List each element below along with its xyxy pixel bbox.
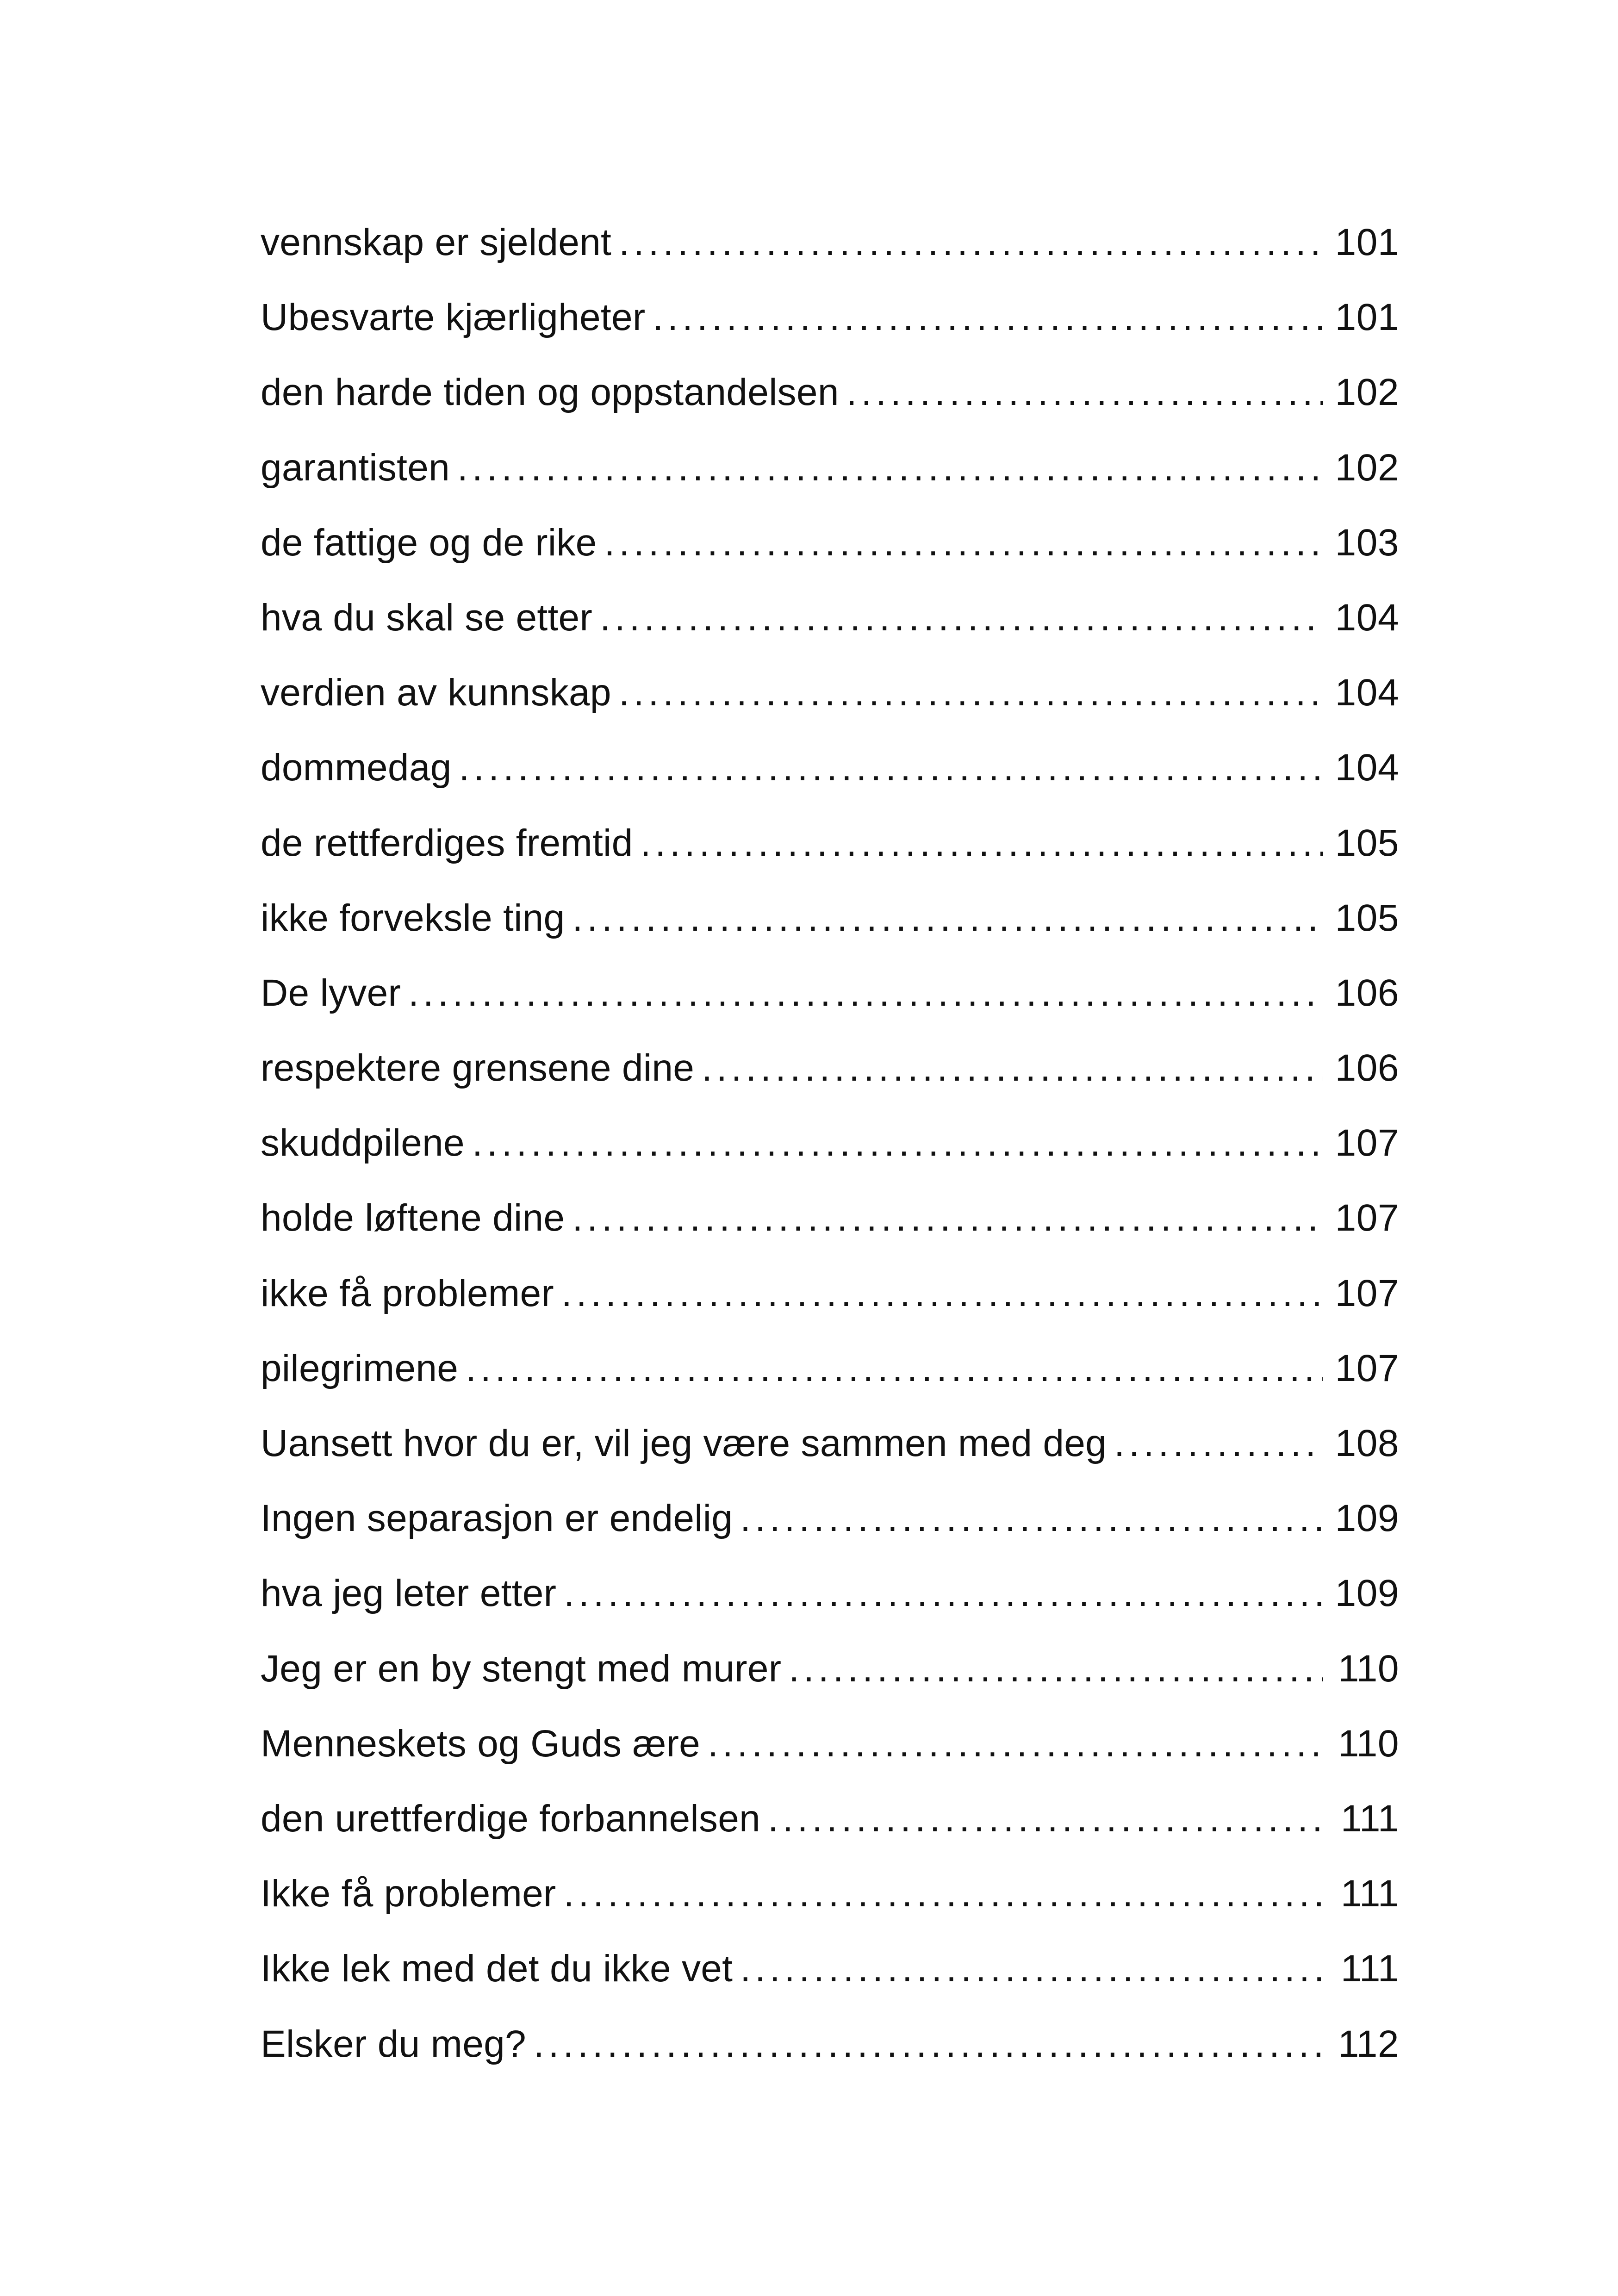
toc-entry[interactable] (261, 812, 1399, 887)
toc-entry-page: 107 (1335, 1197, 1399, 1239)
toc-entry-page: 105 (1335, 896, 1399, 939)
toc-dot-leader (572, 1187, 1323, 1249)
toc-dot-leader (768, 1787, 1323, 1850)
toc-entry-page: 103 (1335, 521, 1399, 564)
toc-entry-page: 111 (1340, 1873, 1399, 1915)
toc-entry[interactable] (261, 736, 1399, 811)
toc-entry-page: 101 (1335, 221, 1399, 263)
toc-entry-title: hva jeg leter etter (261, 1572, 557, 1615)
toc-entry[interactable] (261, 1862, 1399, 1937)
toc-entry-title: ikke forveksle ting (261, 896, 565, 939)
toc-entry-title: hva du skal se etter (261, 596, 593, 639)
toc-entry-page: 106 (1335, 971, 1399, 1014)
toc-entry-title: holde løftene dine (261, 1197, 565, 1239)
toc-entry-title: den harde tiden og oppstandelsen (261, 371, 839, 414)
toc-entry-title: ikke få problemer (261, 1272, 554, 1314)
toc-entry-page: 104 (1335, 672, 1399, 714)
toc-entry-title: skuddpilene (261, 1122, 465, 1164)
toc-entry-page: 101 (1335, 296, 1399, 339)
toc-entry[interactable] (261, 1787, 1399, 1862)
toc-entry-page: 107 (1335, 1272, 1399, 1314)
toc-dot-leader (600, 586, 1323, 649)
toc-dot-leader (640, 812, 1323, 874)
toc-entry-title: Ikke få problemer (261, 1873, 556, 1915)
toc-dot-leader (740, 1487, 1323, 1549)
toc-entry-page: 109 (1335, 1497, 1399, 1540)
toc-dot-leader (846, 361, 1323, 423)
toc-dot-leader (619, 211, 1323, 274)
toc-entry-title: Ingen separasjon er endelig (261, 1497, 733, 1540)
toc-entry-title: respektere grensene dine (261, 1047, 695, 1089)
toc-dot-leader (708, 1712, 1323, 1775)
toc-entry[interactable] (261, 1112, 1399, 1187)
toc-entry-page: 110 (1338, 1647, 1399, 1690)
toc-dot-leader (789, 1637, 1323, 1700)
toc-entry[interactable] (261, 436, 1399, 511)
toc-entry[interactable] (261, 962, 1399, 1037)
toc-dot-leader (619, 661, 1323, 724)
toc-entry-page: 105 (1335, 821, 1399, 864)
toc-entry-title: Elsker du meg? (261, 2022, 526, 2065)
toc-entry-title: pilegrimene (261, 1347, 459, 1389)
toc-entry[interactable] (261, 661, 1399, 736)
table-of-contents (261, 211, 1399, 2088)
toc-entry-title: Jeg er en by stengt med murer (261, 1647, 782, 1690)
toc-dot-leader (564, 1862, 1323, 1925)
toc-entry-title: De lyver (261, 971, 401, 1014)
toc-entry-page: 107 (1335, 1347, 1399, 1389)
toc-entry[interactable] (261, 2013, 1399, 2088)
toc-entry-title: verdien av kunnskap (261, 672, 611, 714)
toc-entry[interactable] (261, 511, 1399, 586)
toc-dot-leader (466, 1337, 1323, 1400)
toc-dot-leader (604, 511, 1323, 574)
toc-entry[interactable] (261, 1037, 1399, 1112)
toc-entry[interactable] (261, 1712, 1399, 1787)
toc-dot-leader (408, 962, 1323, 1024)
toc-entry[interactable] (261, 1187, 1399, 1262)
toc-entry-page: 111 (1340, 1797, 1399, 1840)
toc-entry-page: 104 (1335, 747, 1399, 789)
toc-dot-leader (534, 2013, 1323, 2075)
toc-entry-page: 104 (1335, 596, 1399, 639)
toc-entry[interactable] (261, 1487, 1399, 1562)
toc-entry-title: Menneskets og Guds ære (261, 1722, 701, 1765)
toc-entry-title: Uansett hvor du er, vil jeg være sammen med deg (261, 1422, 1107, 1464)
toc-entry-page: 112 (1338, 2022, 1399, 2065)
toc-entry-title: den urettferdige forbannelsen (261, 1797, 761, 1840)
toc-entry[interactable] (261, 211, 1399, 286)
toc-dot-leader (459, 736, 1323, 799)
toc-entry-title: de rettferdiges fremtid (261, 821, 633, 864)
toc-entry-title: Ubesvarte kjærligheter (261, 296, 646, 339)
toc-entry[interactable] (261, 887, 1399, 962)
toc-entry[interactable] (261, 1337, 1399, 1412)
toc-entry-page: 102 (1335, 446, 1399, 489)
toc-entry-title: dommedag (261, 747, 452, 789)
toc-entry-page: 111 (1340, 1948, 1399, 1990)
toc-entry-title: garantisten (261, 446, 450, 489)
toc-dot-leader (561, 1262, 1323, 1325)
toc-entry-page: 107 (1335, 1122, 1399, 1164)
toc-entry[interactable] (261, 586, 1399, 661)
toc-dot-leader (1114, 1412, 1323, 1475)
toc-entry[interactable] (261, 1562, 1399, 1637)
toc-entry[interactable] (261, 361, 1399, 436)
toc-dot-leader (702, 1037, 1323, 1099)
toc-entry-page: 108 (1335, 1422, 1399, 1464)
toc-entry[interactable] (261, 1262, 1399, 1337)
toc-entry[interactable] (261, 1637, 1399, 1712)
toc-entry-page: 110 (1338, 1722, 1399, 1765)
toc-entry-page: 109 (1335, 1572, 1399, 1615)
toc-dot-leader (564, 1562, 1323, 1624)
toc-entry-page: 106 (1335, 1047, 1399, 1089)
toc-entry[interactable] (261, 1937, 1399, 2012)
toc-entry-page: 102 (1335, 371, 1399, 414)
toc-entry[interactable] (261, 1412, 1399, 1487)
toc-entry[interactable] (261, 286, 1399, 361)
toc-entry-title: Ikke lek med det du ikke vet (261, 1948, 733, 1990)
toc-dot-leader (472, 1112, 1323, 1174)
toc-entry-title: de fattige og de rike (261, 521, 597, 564)
toc-dot-leader (572, 887, 1323, 949)
toc-dot-leader (457, 436, 1323, 499)
toc-dot-leader (653, 286, 1324, 348)
toc-dot-leader (740, 1937, 1323, 2000)
toc-entry-title: vennskap er sjeldent (261, 221, 612, 263)
